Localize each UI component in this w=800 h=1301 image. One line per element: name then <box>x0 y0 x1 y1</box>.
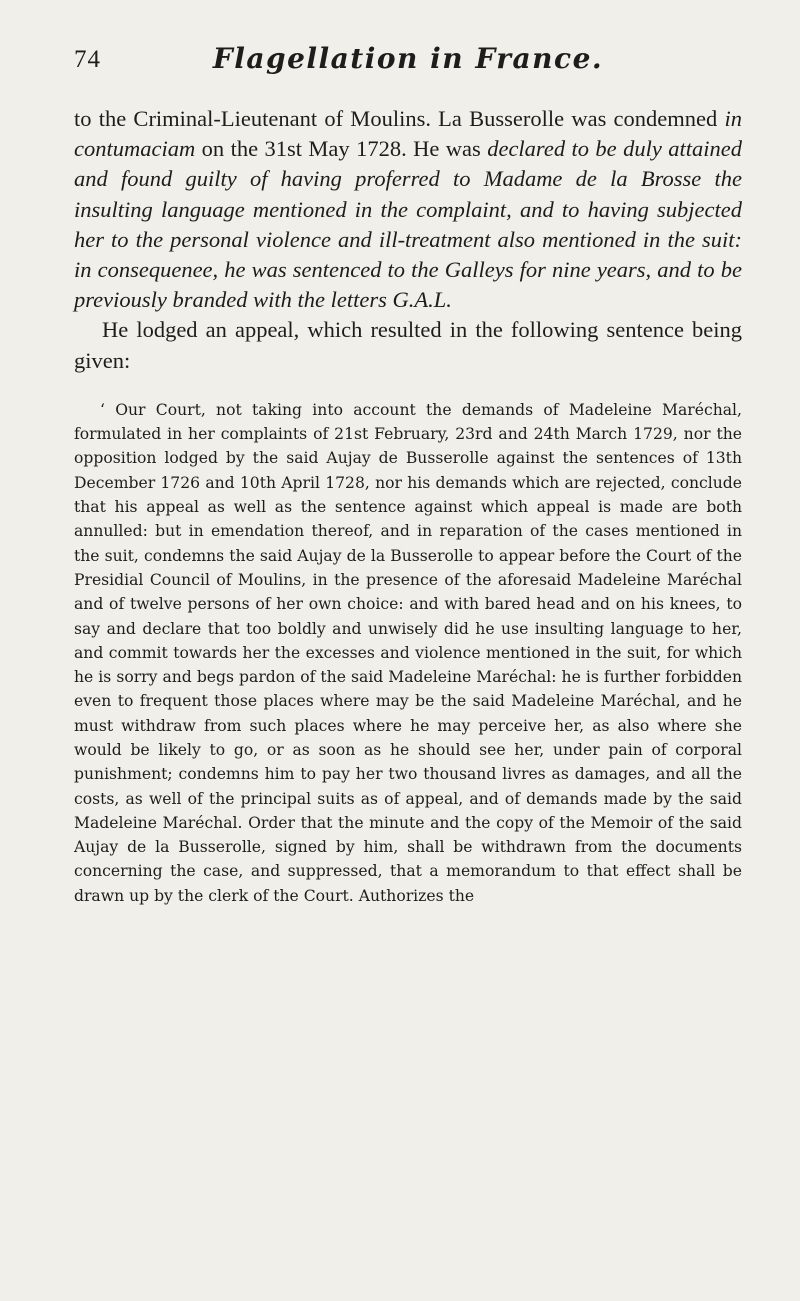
paragraph-text: to the Criminal-Lieutenant of Moulins. La Busserolle was condemned <box>74 106 725 131</box>
page-title: Flagellation in France. <box>212 42 604 75</box>
quoted-sentence: ‘ Our Court, not taking into account the demands of Madeleine Maréchal, formulated in her complaints of 21st February, 23rd and 24th March 1729, nor the opposition lodged by the said Aujay de Busserolle against the sentences of 13th December 1726 and 10th April 1728, nor his demands which are rejected, conclude that his appeal as well as the sentence against which appeal is made are both annulled: but in emendation thereof, and in reparation of the cases mentioned in the suit, condemns the said Aujay de la Busserolle to appear before the Court of the Presidial Council of Moulins, in the presence of the aforesaid Madeleine Maréchal and of twelve persons of her own choice: and with bared head and on his knees, to say and declare that too boldly and unwisely did he use insulting language to her, and commit towards her the excesses and violence mentioned in the suit, for which he is sorry and begs pardon of the said Madeleine Maréchal: he is further forbidden even to frequent those places where may be the said Madeleine Maréchal, and he must withdraw from such places where he may perceive her, as also where she would be likely to go, or as soon as he should see her, under pain of corporal punishment; condemns him to pay her two thousand livres as damages, and all the costs, as well of the principal suits as of appeal, and of demands made by the said Madeleine Maréchal. Order that the minute and the copy of the Memoir of the said Aujay de la Busserolle, signed by him, shall be withdrawn from the documents concerning the case, and suppressed, that a memorandum to that effect shall be drawn up by the clerk of the Court. Authorizes the <box>74 400 742 905</box>
paragraph-continued <box>74 104 742 315</box>
body-text <box>74 104 742 908</box>
running-head <box>74 42 742 82</box>
page-number: 74 <box>74 46 101 73</box>
italic-phrase: in contumaciam <box>74 106 742 162</box>
paragraph-text: on the 31st May 1728. He was <box>195 136 488 162</box>
paragraph-appeal: He lodged an appeal, which resulted in the following sentence being given: <box>74 317 742 373</box>
italic-sentence: declared to be duly attained and found guilty of having proferred to Madame de la Brosse the insulting language mentioned in the complaint, and to having subjected her to the personal violence and ill-treatment also mentioned in the suit: in consequenee, he was sentenced to the Galleys for nine years, and to be previously branded with the letters G.A.L. <box>74 136 742 313</box>
